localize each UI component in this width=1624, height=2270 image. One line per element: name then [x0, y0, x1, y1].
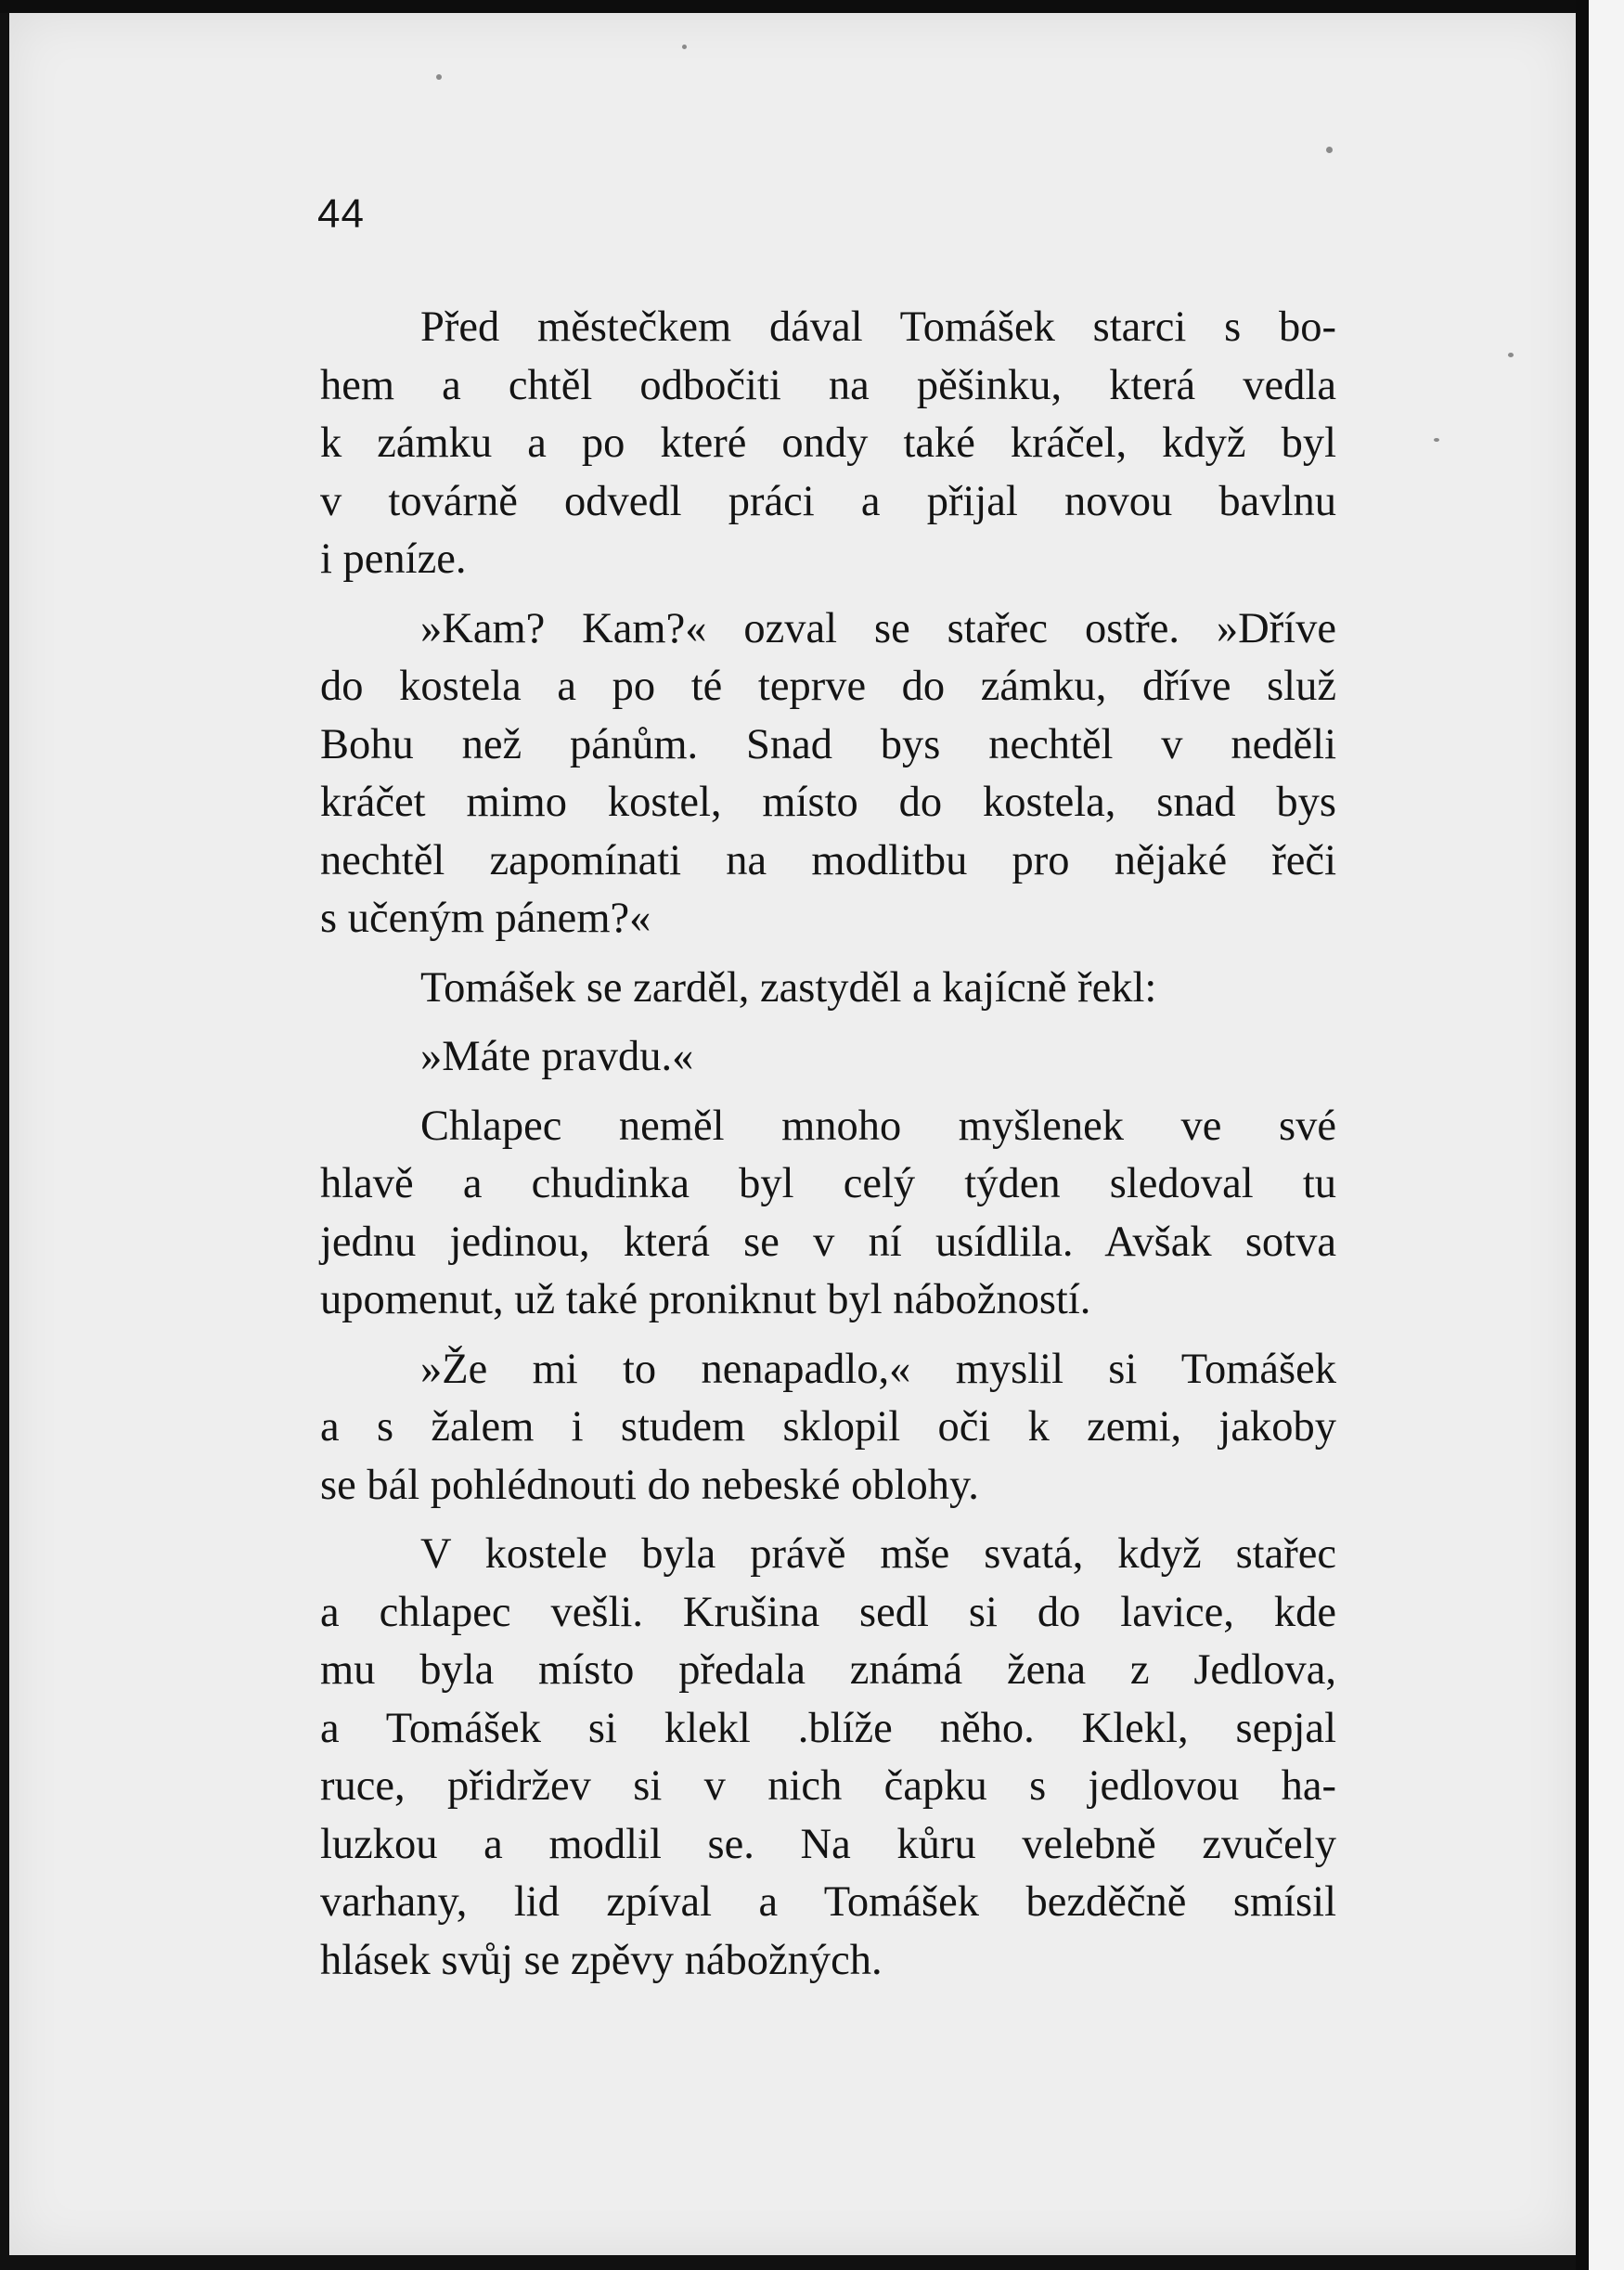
text-line: Před městečkem dával Tomášek starci s bo- — [420, 303, 1336, 351]
dust-speck — [1434, 438, 1439, 442]
text-line: a chlapec vešli. Krušina sedl si do lavice, kde — [320, 1588, 1336, 1636]
text-line: i peníze. — [320, 535, 467, 583]
text-line: V kostele byla právě mše svatá, když stařec — [420, 1530, 1336, 1578]
paragraph-3 — [320, 960, 1336, 1018]
paragraph-1 — [320, 299, 1336, 589]
paragraph-5 — [320, 1098, 1336, 1330]
scan-top-border — [0, 0, 1624, 13]
text-line: »Kam? Kam?« ozval se stařec ostře. »Dříve — [420, 604, 1336, 652]
text-line: hlásek svůj se zpěvy nábožných. — [320, 1936, 883, 1984]
text-line: kráčet mimo kostel, místo do kostela, snad bys — [320, 779, 1336, 826]
text-line: luzkou a modlil se. Na kůru velebně zvučely — [320, 1820, 1336, 1868]
text-line: ruce, přidržev si v nich čapku s jedlovou ha- — [320, 1762, 1336, 1810]
text-line: se bál pohlédnouti do nebeské oblohy. — [320, 1461, 979, 1509]
text-line: upomenut, už také proniknut byl nábožností. — [320, 1276, 1091, 1323]
text-line: varhany, lid zpíval a Tomášek bezděčně smísil — [320, 1878, 1336, 1926]
text-line: a Tomášek si klekl .blíže něho. Klekl, sepjal — [320, 1704, 1336, 1752]
paragraph-6 — [320, 1341, 1336, 1515]
scan-right-border — [1576, 0, 1589, 2270]
next-page-edge — [1589, 0, 1624, 2270]
text-line: s učeným pánem?« — [320, 895, 651, 942]
text-line: v továrně odvedl práci a přijal novou bavlnu — [320, 477, 1336, 525]
body-text — [320, 299, 1336, 1990]
text-line: hlavě a chudinka byl celý týden sledoval tu — [320, 1160, 1336, 1207]
paragraph-4 — [320, 1028, 1336, 1087]
dust-speck — [1326, 147, 1333, 153]
text-line: k zámku a po které ondy také kráčel, když byl — [320, 419, 1336, 467]
text-line: mu byla místo předala známá žena z Jedlova, — [320, 1646, 1336, 1694]
dust-speck — [682, 45, 687, 49]
dust-speck — [436, 74, 442, 80]
text-line: »Že mi to nenapadlo,« myslil si Tomášek — [420, 1345, 1336, 1393]
text-line: a s žalem i studem sklopil oči k zemi, jakoby — [320, 1403, 1336, 1451]
text-line: jednu jedinou, která se v ní usídlila. Avšak sotva — [320, 1218, 1336, 1266]
dust-speck — [1508, 353, 1514, 357]
page-number: 44 — [317, 191, 365, 237]
text-line: Bohu než pánům. Snad bys nechtěl v neděli — [320, 720, 1336, 768]
text-line: hem a chtěl odbočiti na pěšinku, která vedla — [320, 361, 1336, 409]
paragraph-7 — [320, 1526, 1336, 1990]
text-line: nechtěl zapomínati na modlitbu pro nějaké řeči — [320, 836, 1336, 884]
text-line: Chlapec neměl mnoho myšlenek ve své — [420, 1102, 1336, 1150]
text-line: Tomášek se zarděl, zastyděl a kajícně řekl: — [420, 963, 1157, 1012]
paragraph-2 — [320, 600, 1336, 948]
text-line: do kostela a po té teprve do zámku, dříve služ — [320, 663, 1336, 710]
text-line: »Máte pravdu.« — [420, 1033, 694, 1080]
